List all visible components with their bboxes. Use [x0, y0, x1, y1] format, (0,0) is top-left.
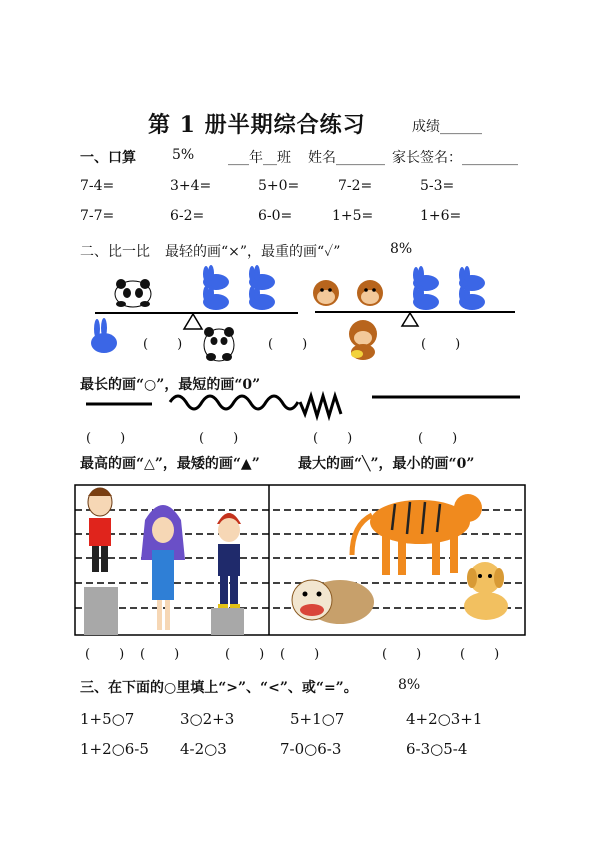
section2-header: 二、比一比 — [80, 244, 150, 260]
section1-header: 一、口算 — [80, 150, 136, 166]
math-problem: 7-2= — [338, 178, 373, 194]
balance-scale-left — [95, 313, 298, 329]
class-field: ___年__班 — [228, 150, 291, 166]
rabbit-group-icon — [413, 266, 485, 310]
math-problem: 3+4= — [170, 178, 212, 194]
answer-blank[interactable]: ( ) — [86, 431, 127, 446]
compare-problem: 1+2○6-5 — [80, 740, 149, 758]
answer-blank[interactable]: ( ) — [280, 647, 321, 662]
compare-problem: 1+5○7 — [80, 710, 135, 728]
section1-points: 5% — [172, 147, 195, 163]
length-comparison — [86, 396, 520, 416]
compare-problem: 4+2○3+1 — [406, 710, 483, 728]
name-field: 姓名_______ — [308, 150, 385, 166]
height-instruction: 最高的画“△”，最矮的画“▲” — [80, 456, 260, 472]
answer-blank[interactable]: ( ) — [140, 647, 181, 662]
parent-signature-field: 家长签名：________ — [392, 150, 518, 166]
page-title: 第 1 册半期综合练习 — [148, 112, 366, 138]
math-problem: 6-2= — [170, 208, 205, 224]
answer-blank[interactable]: ( ) — [382, 647, 423, 662]
answer-blank[interactable]: ( ) — [143, 337, 184, 352]
answer-blank[interactable]: ( ) — [421, 337, 462, 352]
compare-problem: 6-3○5-4 — [406, 740, 468, 758]
math-problem: 7-7= — [80, 208, 115, 224]
answer-blank[interactable]: ( ) — [313, 431, 354, 446]
panda-icon — [115, 279, 151, 307]
math-problem: 1+5= — [332, 208, 374, 224]
math-problem: 7-4= — [80, 178, 115, 194]
math-problem: 5+0= — [258, 178, 300, 194]
length-instruction: 最长的画“○”，最短的画“0” — [80, 377, 261, 393]
section3-header: 三、在下面的○里填上“>”、“<”、或“=”。 — [80, 680, 358, 696]
score-field: 成绩______ — [412, 119, 482, 135]
math-problem: 5-3= — [420, 178, 455, 194]
answer-blank[interactable]: ( ) — [199, 431, 240, 446]
answer-blank[interactable]: ( ) — [225, 647, 266, 662]
math-problem: 6-0= — [258, 208, 293, 224]
math-problem: 1+6= — [420, 208, 462, 224]
rabbit-icon — [91, 318, 117, 353]
answer-blank[interactable]: ( ) — [85, 647, 126, 662]
answer-blank[interactable]: ( ) — [460, 647, 501, 662]
monkey-group-icon — [313, 280, 383, 306]
compare-problem: 4-2○3 — [180, 740, 227, 758]
compare-problem: 5+1○7 — [290, 710, 345, 728]
rabbit-group-icon — [203, 265, 275, 310]
size-instruction: 最大的画“╲”，最小的画“0” — [298, 456, 475, 472]
section3-points: 8% — [398, 677, 421, 693]
monkey-icon — [349, 320, 377, 360]
compare-problem: 3○2+3 — [180, 710, 235, 728]
compare-problem: 7-0○6-3 — [280, 740, 342, 758]
bulldog-icon — [292, 580, 374, 624]
weight-instruction: 最轻的画“×”，最重的画“✓” — [165, 244, 341, 260]
answer-blank[interactable]: ( ) — [418, 431, 459, 446]
section2-points: 8% — [390, 241, 413, 257]
answer-blank[interactable]: ( ) — [268, 337, 309, 352]
balance-scale-right — [315, 312, 515, 326]
panda-icon — [204, 327, 234, 361]
